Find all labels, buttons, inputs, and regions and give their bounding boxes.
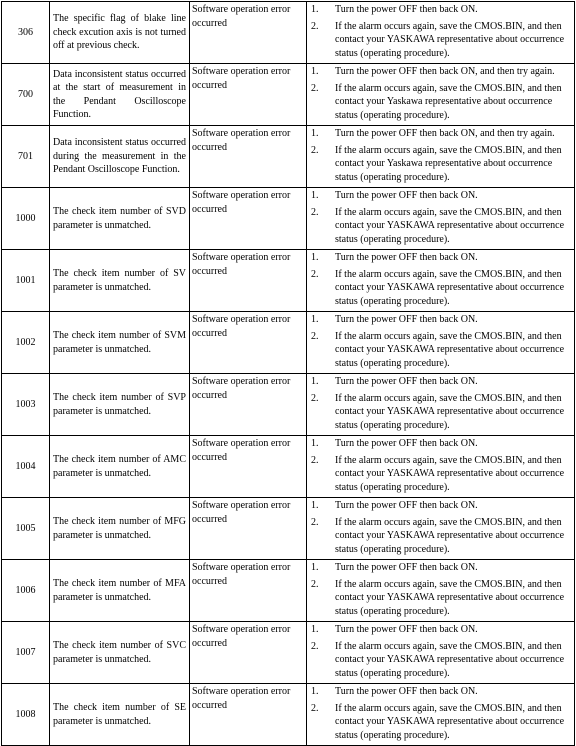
alarm-cause: Software operation error occurred (190, 64, 307, 126)
step-number: 2. (311, 268, 319, 280)
alarm-remedy (307, 312, 575, 374)
step-number: 2. (311, 82, 319, 94)
table-row (2, 312, 575, 374)
table-row (2, 374, 575, 436)
alarm-message: Data inconsistent status occurred during the measurement in the Pendant Oscilloscope Function. (50, 126, 190, 188)
step-text: If the alarm occurs again, save the CMOS.BIN, and then contact your YASKAWA representative about occurrence status (operating procedure). (335, 206, 565, 245)
alarm-code: 701 (2, 126, 50, 188)
alarm-remedy (307, 436, 575, 498)
alarm-code: 700 (2, 64, 50, 126)
alarm-message: The specific flag of blake line check excution axis is not turned off at previous check. (50, 2, 190, 64)
remedy-step (309, 268, 572, 309)
step-text: Turn the power OFF then back ON. (335, 252, 478, 263)
step-number: 1. (311, 686, 319, 697)
step-text: If the alarm occurs again, save the CMOS.BIN, and then contact your YASKAWA representative about occurrence status (operating procedure). (335, 702, 565, 741)
alarm-code: 1004 (2, 436, 50, 498)
remedy-step (309, 640, 572, 681)
alarm-message: The check item number of MFG parameter is unmatched. (50, 498, 190, 560)
step-text: Turn the power OFF then back ON. (335, 376, 478, 387)
step-number: 2. (311, 640, 319, 652)
step-number: 2. (311, 578, 319, 590)
step-text: If the alarm occurs again, save the CMOS.BIN, and then contact your YASKAWA representative about occurrence status (operating procedure). (335, 20, 565, 59)
alarm-cause: Software operation error occurred (190, 312, 307, 374)
step-text: Turn the power OFF then back ON. (335, 500, 478, 511)
table-row (2, 2, 575, 64)
step-text: Turn the power OFF then back ON. (335, 438, 478, 449)
step-number: 2. (311, 144, 319, 156)
alarm-remedy (307, 64, 575, 126)
remedy-step (309, 561, 572, 575)
step-text: If the alarm occurs again, save the CMOS.BIN, and then contact your Yaskawa representative about occurrence status (operating procedure). (335, 144, 562, 183)
step-number: 2. (311, 454, 319, 466)
remedy-step (309, 685, 572, 699)
step-number: 1. (311, 4, 319, 15)
step-number: 1. (311, 376, 319, 387)
remedy-step (309, 330, 572, 371)
step-text: Turn the power OFF then back ON, and then try again. (335, 66, 555, 77)
alarm-code: 1001 (2, 250, 50, 312)
alarm-message: The check item number of SVP parameter is unmatched. (50, 374, 190, 436)
alarm-cause: Software operation error occurred (190, 2, 307, 64)
alarm-remedy (307, 684, 575, 746)
table-row (2, 684, 575, 746)
step-text: Turn the power OFF then back ON, and then try again. (335, 128, 555, 139)
alarm-cause: Software operation error occurred (190, 374, 307, 436)
remedy-step (309, 702, 572, 743)
alarm-remedy (307, 622, 575, 684)
alarm-table-body (2, 2, 575, 746)
alarm-message: Data inconsistent status occurred at the start of measurement in the Pendant Oscilloscope Function. (50, 64, 190, 126)
alarm-code: 1000 (2, 188, 50, 250)
step-text: If the alarm occurs again, save the CMOS.BIN, and then contact your YASKAWA representative about occurrence status (operating procedure). (335, 578, 565, 617)
alarm-remedy (307, 2, 575, 64)
remedy-step (309, 375, 572, 389)
table-row (2, 64, 575, 126)
alarm-message: The check item number of AMC parameter is unmatched. (50, 436, 190, 498)
step-number: 2. (311, 516, 319, 528)
remedy-step (309, 313, 572, 327)
step-text: Turn the power OFF then back ON. (335, 4, 478, 15)
alarm-cause: Software operation error occurred (190, 684, 307, 746)
remedy-step (309, 144, 572, 185)
table-row (2, 622, 575, 684)
step-number: 1. (311, 128, 319, 139)
alarm-code: 1008 (2, 684, 50, 746)
alarm-cause: Software operation error occurred (190, 250, 307, 312)
step-number: 2. (311, 702, 319, 714)
alarm-remedy (307, 188, 575, 250)
remedy-step (309, 392, 572, 433)
remedy-step (309, 20, 572, 61)
table-row (2, 436, 575, 498)
alarm-code: 1006 (2, 560, 50, 622)
step-text: Turn the power OFF then back ON. (335, 190, 478, 201)
alarm-code: 1002 (2, 312, 50, 374)
step-number: 1. (311, 314, 319, 325)
remedy-step (309, 82, 572, 123)
alarm-cause: Software operation error occurred (190, 436, 307, 498)
step-number: 1. (311, 190, 319, 201)
step-text: Turn the power OFF then back ON. (335, 624, 478, 635)
remedy-step (309, 65, 572, 79)
alarm-table (1, 1, 575, 746)
alarm-remedy (307, 126, 575, 188)
alarm-remedy (307, 250, 575, 312)
alarm-code: 1003 (2, 374, 50, 436)
remedy-step (309, 251, 572, 265)
table-row (2, 126, 575, 188)
alarm-remedy (307, 560, 575, 622)
table-row (2, 498, 575, 560)
step-text: If the alarm occurs again, save the CMOS.BIN, and then contact your YASKAWA representative about occurrence status (operating procedure). (335, 516, 565, 555)
alarm-code: 306 (2, 2, 50, 64)
remedy-step (309, 578, 572, 619)
step-text: Turn the power OFF then back ON. (335, 314, 478, 325)
remedy-step (309, 499, 572, 513)
step-number: 2. (311, 392, 319, 404)
step-text: Turn the power OFF then back ON. (335, 686, 478, 697)
step-number: 1. (311, 252, 319, 263)
step-number: 1. (311, 438, 319, 449)
alarm-message: The check item number of MFA parameter is unmatched. (50, 560, 190, 622)
step-text: If the alarm occurs again, save the CMOS.BIN, and then contact your YASKAWA representative about occurrence status (operating procedure). (335, 330, 565, 369)
alarm-message: The check item number of SV parameter is unmatched. (50, 250, 190, 312)
alarm-cause: Software operation error occurred (190, 188, 307, 250)
step-text: Turn the power OFF then back ON. (335, 562, 478, 573)
alarm-message: The check item number of SVM parameter is unmatched. (50, 312, 190, 374)
step-number: 1. (311, 500, 319, 511)
step-number: 2. (311, 330, 319, 342)
alarm-remedy (307, 498, 575, 560)
remedy-step (309, 189, 572, 203)
alarm-remedy (307, 374, 575, 436)
step-text: If the alarm occurs again, save the CMOS.BIN, and then contact your YASKAWA representative about occurrence status (operating procedure). (335, 640, 565, 679)
remedy-step (309, 127, 572, 141)
alarm-message: The check item number of SVD parameter is unmatched. (50, 188, 190, 250)
table-row (2, 250, 575, 312)
alarm-cause: Software operation error occurred (190, 126, 307, 188)
step-text: If the alarm occurs again, save the CMOS.BIN, and then contact your YASKAWA representative about occurrence status (operating procedure). (335, 454, 565, 493)
remedy-step (309, 623, 572, 637)
remedy-step (309, 437, 572, 451)
alarm-code: 1007 (2, 622, 50, 684)
step-text: If the alarm occurs again, save the CMOS.BIN, and then contact your YASKAWA representative about occurrence status (operating procedure). (335, 392, 565, 431)
step-number: 2. (311, 206, 319, 218)
table-row (2, 560, 575, 622)
remedy-step (309, 206, 572, 247)
step-number: 2. (311, 20, 319, 32)
alarm-cause: Software operation error occurred (190, 560, 307, 622)
step-text: If the alarm occurs again, save the CMOS.BIN, and then contact your Yaskawa representative about occurrence status (operating procedure). (335, 82, 562, 121)
alarm-message: The check item number of SE parameter is unmatched. (50, 684, 190, 746)
table-row (2, 188, 575, 250)
step-text: If the alarm occurs again, save the CMOS.BIN, and then contact your YASKAWA representative about occurrence status (operating procedure). (335, 268, 565, 307)
step-number: 1. (311, 66, 319, 77)
alarm-cause: Software operation error occurred (190, 622, 307, 684)
alarm-message: The check item number of SVC parameter is unmatched. (50, 622, 190, 684)
remedy-step (309, 516, 572, 557)
remedy-step (309, 454, 572, 495)
alarm-code: 1005 (2, 498, 50, 560)
step-number: 1. (311, 562, 319, 573)
remedy-step (309, 3, 572, 17)
alarm-cause: Software operation error occurred (190, 498, 307, 560)
step-number: 1. (311, 624, 319, 635)
